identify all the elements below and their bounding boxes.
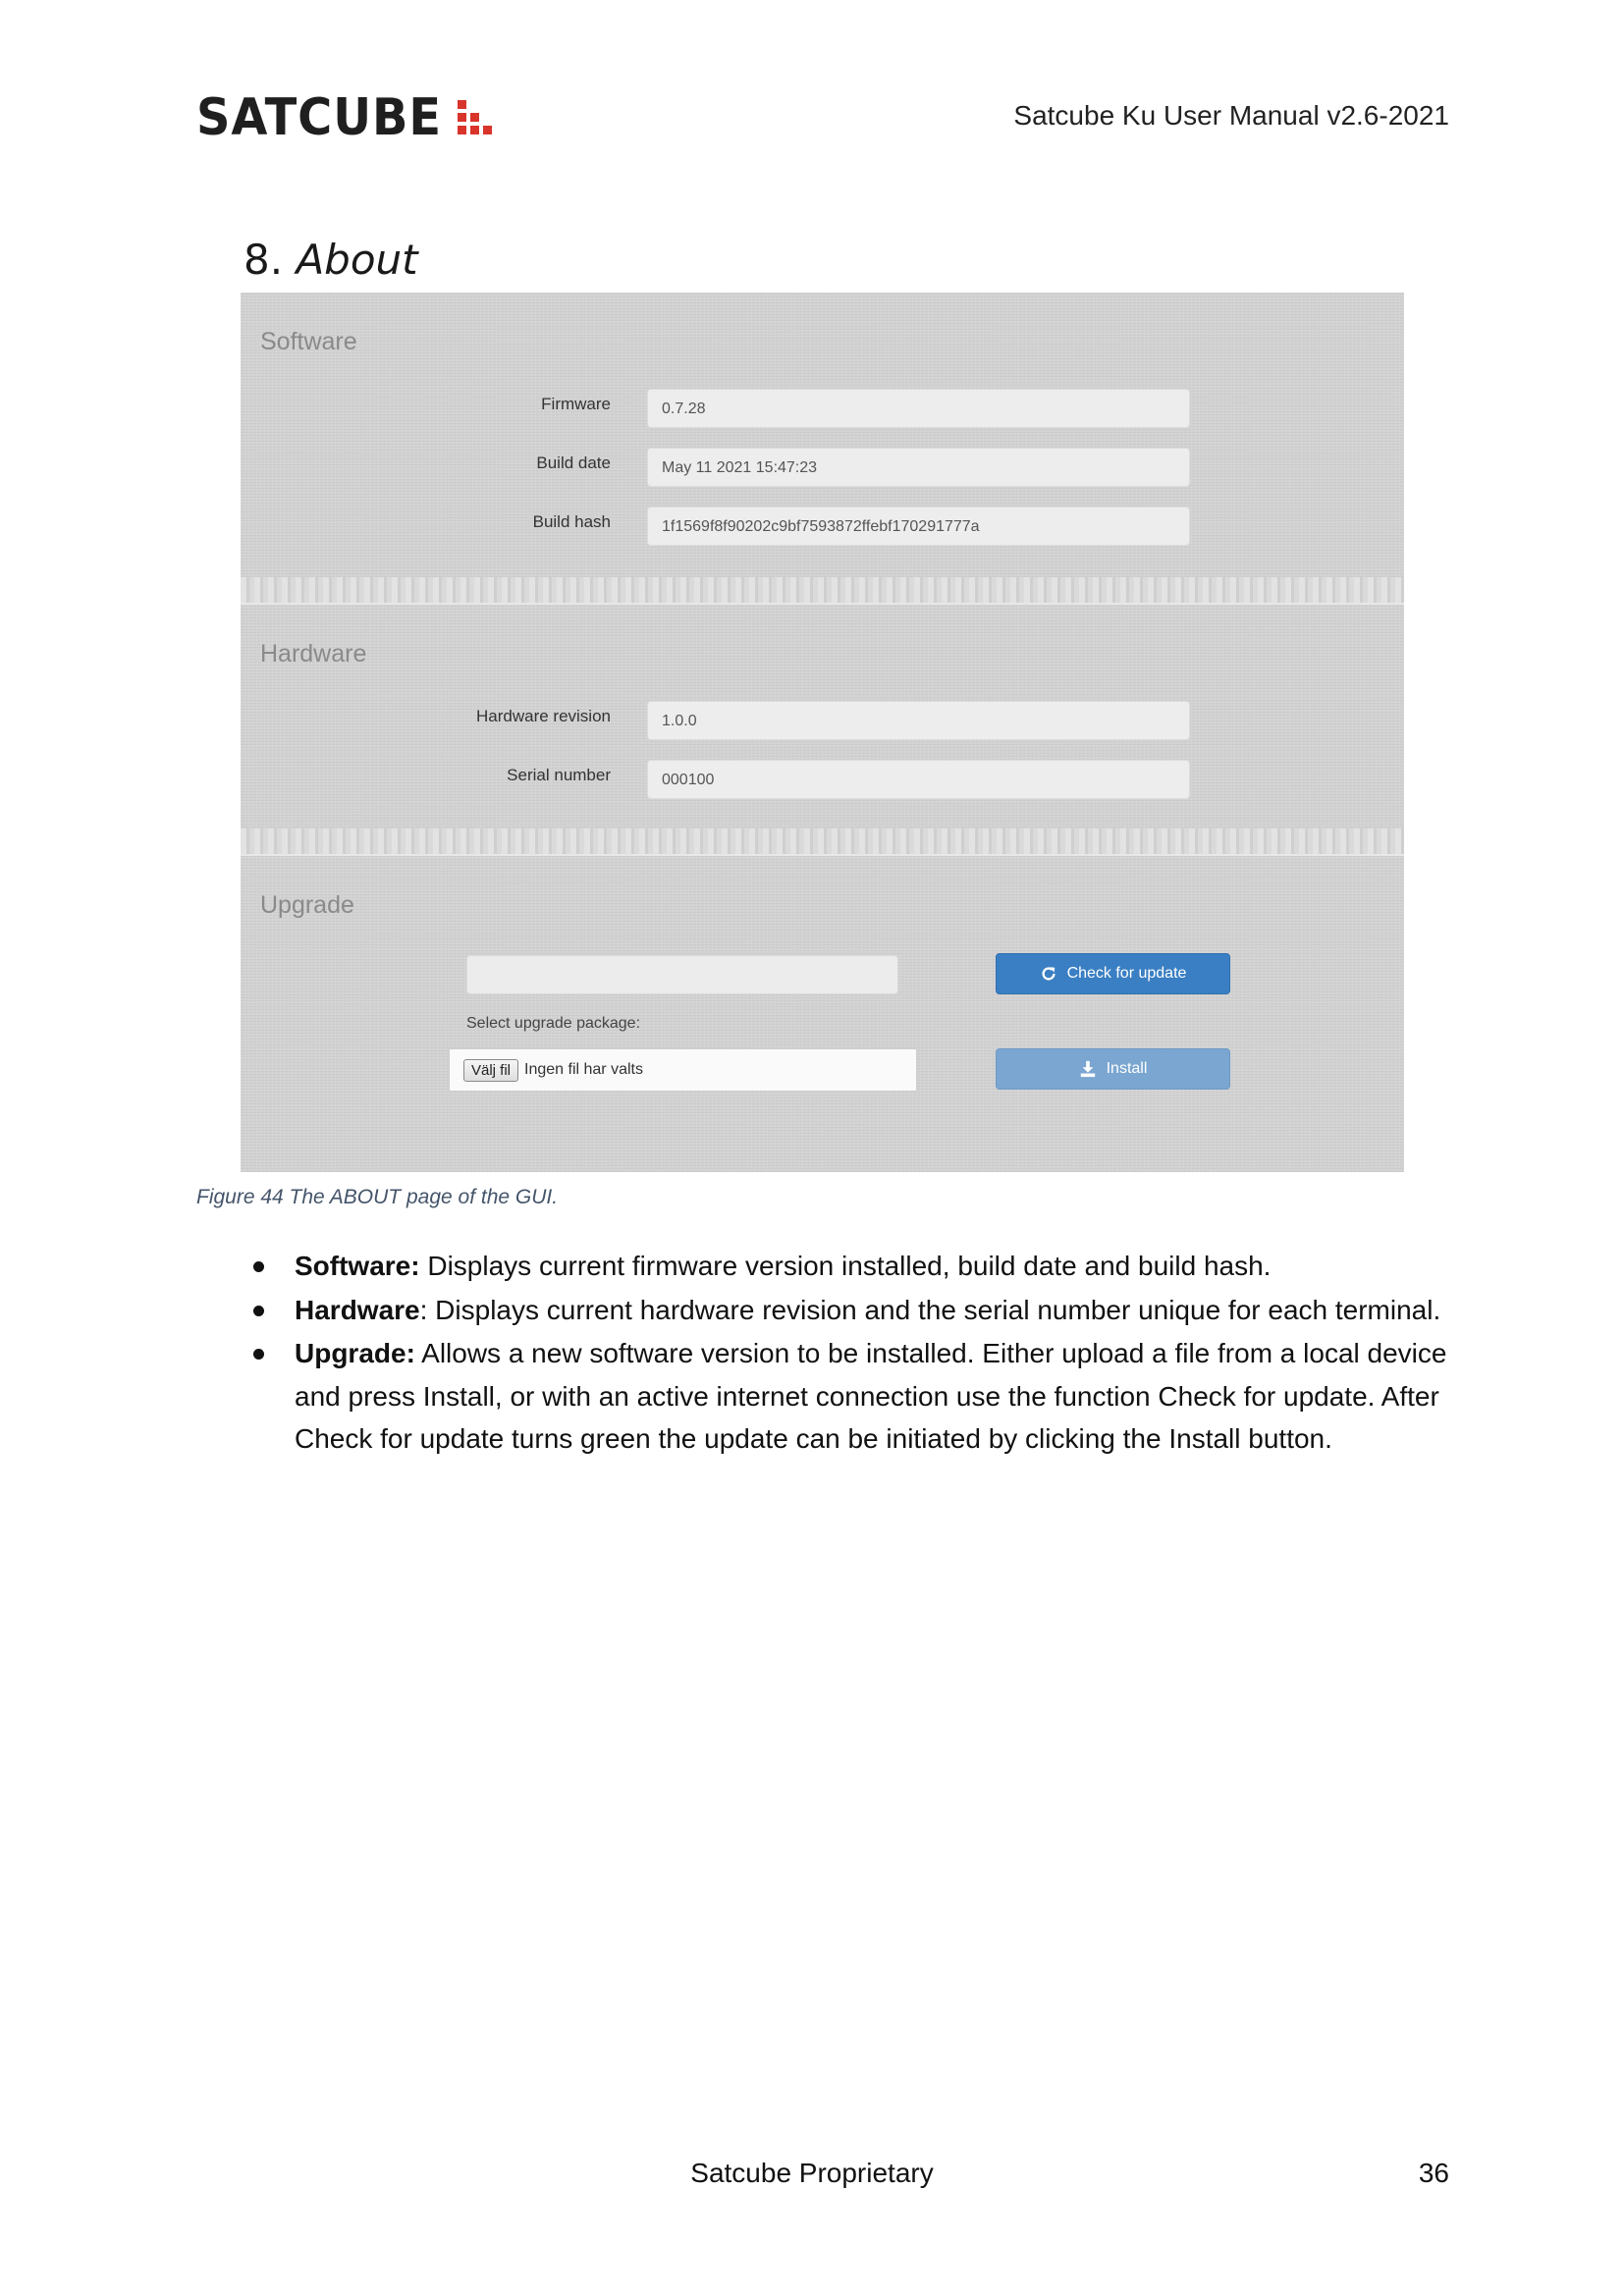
choose-file-button[interactable]: Välj fil [463, 1059, 518, 1082]
about-page-screenshot [241, 293, 1404, 1172]
feature-list [245, 1245, 1463, 1462]
section-divider [241, 828, 1404, 856]
refresh-icon [1040, 965, 1057, 983]
bullet-text: Displays current firmware version installed, build date and build hash. [419, 1251, 1272, 1281]
section-heading [244, 236, 418, 284]
bullet-term: Upgrade: [295, 1338, 415, 1368]
section-divider [241, 577, 1404, 605]
bullet-icon [253, 1349, 264, 1360]
hardware-group-title: Hardware [260, 640, 367, 667]
download-icon [1079, 1060, 1097, 1078]
build-hash-label: Build hash [532, 512, 611, 531]
page-number: 36 [1418, 2158, 1449, 2188]
list-item [245, 1245, 1463, 1288]
serial-number-label: Serial number [507, 766, 611, 784]
build-date-label: Build date [536, 454, 611, 472]
firmware-field: 0.7.28 [647, 389, 1190, 428]
bullet-term: Hardware [295, 1294, 420, 1325]
section-title: About [296, 236, 418, 284]
document-title: Satcube Ku User Manual v2.6-2021 [1013, 100, 1449, 131]
check-for-update-button[interactable] [996, 953, 1230, 994]
bullet-text: Allows a new software version to be installed. Either upload a file from a local device and press Install, or with an active internet connection use the function Check for update. After Check for update turns green the update can be initiated by clicking the Install button. [295, 1338, 1447, 1454]
update-status-input[interactable] [466, 955, 898, 994]
bullet-text: : Displays current hardware revision and the serial number unique for each terminal. [419, 1294, 1441, 1325]
software-group-title: Software [260, 328, 357, 355]
list-item [245, 1289, 1463, 1332]
upgrade-group-title: Upgrade [260, 891, 354, 919]
footer-proprietary: Satcube Proprietary [690, 2158, 934, 2188]
install-button[interactable] [996, 1048, 1230, 1090]
install-label: Install [1106, 1060, 1148, 1077]
brand-name: SATCUBE [196, 88, 442, 147]
file-picker[interactable] [449, 1048, 917, 1092]
bullet-icon [253, 1261, 264, 1272]
check-for-update-label: Check for update [1066, 965, 1187, 982]
hardware-revision-label: Hardware revision [476, 707, 611, 725]
brand-mark-icon [458, 96, 505, 139]
build-hash-field: 1f1569f8f90202c9bf7593872ffebf170291777a [647, 507, 1190, 546]
section-number: 8. [244, 236, 284, 284]
file-status-text: Ingen fil har valts [524, 1061, 643, 1078]
bullet-icon [253, 1306, 264, 1316]
hardware-revision-field: 1.0.0 [647, 701, 1190, 740]
build-date-field: May 11 2021 15:47:23 [647, 448, 1190, 487]
figure-caption: Figure 44 The ABOUT page of the GUI. [196, 1186, 559, 1208]
select-package-label: Select upgrade package: [466, 1015, 641, 1032]
bullet-term: Software: [295, 1251, 420, 1281]
list-item [245, 1332, 1463, 1461]
serial-number-field: 000100 [647, 760, 1190, 799]
satcube-logo [196, 90, 505, 145]
firmware-label: Firmware [541, 395, 611, 413]
